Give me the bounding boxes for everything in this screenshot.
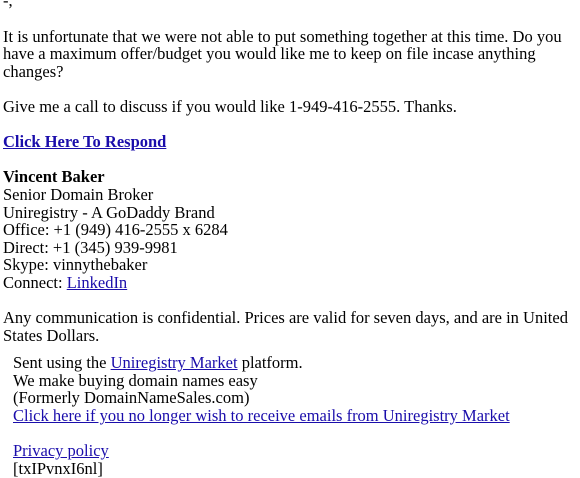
disclaimer: Any communication is confidential. Prices are valid for seven days, and are in United States Dollars.	[3, 308, 568, 345]
spacer	[3, 10, 577, 28]
respond-link[interactable]: Click Here To Respond	[3, 132, 167, 152]
spacer	[3, 80, 577, 98]
signature-title: Senior Domain Broker	[3, 184, 154, 204]
spacer	[3, 292, 577, 310]
connect-label: Connect:	[3, 272, 67, 292]
unsubscribe-link[interactable]: Click here if you no longer wish to receive emails from Uniregistry Market	[13, 406, 510, 426]
signature-block	[3, 168, 577, 291]
message-paragraph-1: It is unfortunate that we were not able to put something together at this time. Do you have a maximum offer/budget you would like me to keep on file incase anything changes?	[3, 26, 562, 81]
footer-block	[3, 354, 577, 477]
footer-tagline: We make buying domain names easy	[13, 370, 258, 390]
footer-sent-using	[13, 354, 577, 372]
spacer	[13, 425, 577, 443]
market-link[interactable]: Uniregistry Market	[110, 353, 238, 373]
sent-suffix: platform.	[237, 353, 303, 373]
greeting: -,	[3, 0, 13, 10]
signature-company: Uniregistry - A GoDaddy Brand	[3, 202, 215, 222]
signature-name: Vincent Baker	[3, 167, 105, 187]
signature-office-phone: Office: +1 (949) 416-2555 x 6284	[3, 220, 228, 240]
signature-direct-phone: Direct: +1 (345) 939-9981	[3, 237, 178, 257]
signature-skype: Skype: vinnythebaker	[3, 255, 148, 275]
privacy-policy-link[interactable]: Privacy policy	[13, 441, 109, 461]
linkedin-link[interactable]: LinkedIn	[66, 272, 128, 292]
message-paragraph-2: Give me a call to discuss if you would like 1-949-416-2555. Thanks.	[3, 96, 457, 116]
spacer	[3, 116, 577, 134]
signature-connect	[3, 274, 577, 292]
sent-prefix: Sent using the	[13, 353, 111, 373]
footer-formerly: (Formerly DomainNameSales.com)	[13, 388, 250, 408]
spacer	[3, 151, 577, 169]
tracking-code: [txIPvnxI6nl]	[13, 458, 103, 478]
